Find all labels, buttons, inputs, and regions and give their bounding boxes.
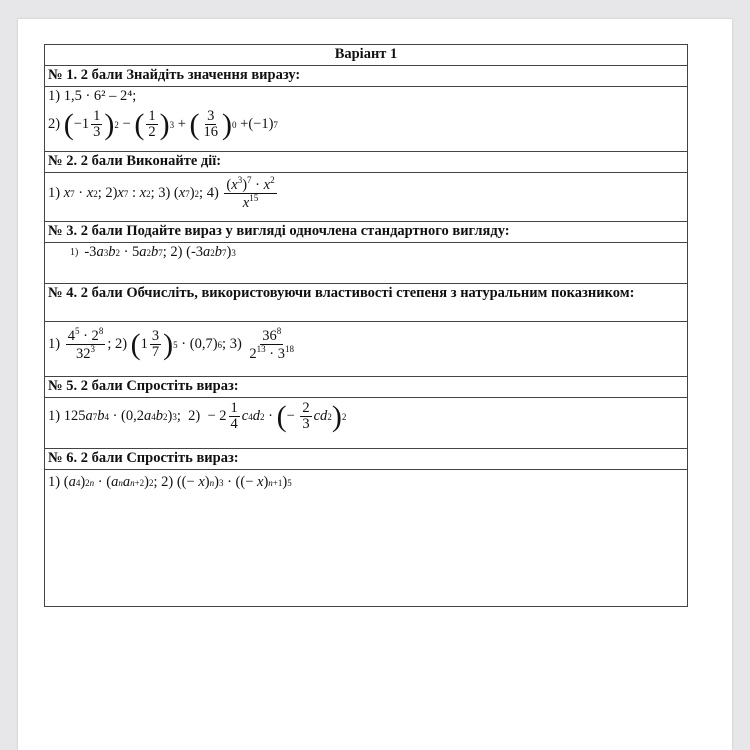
- variant-title: Варіант 1: [45, 45, 688, 66]
- task-2-title: № 2. 2 бали Виконайте дії:: [45, 152, 688, 173]
- task-1-item-1: 1) 1,5 · 6² – 2⁴;: [48, 88, 137, 104]
- worksheet-table: [44, 44, 688, 607]
- task-1-item-2: 2) ( −1 $\frac{1}{3}$ ) 2 − ( $\frac{1}{2}$ ) 3 + ( $\frac{3}{16}$ ) 0 +(−1) 7: [48, 107, 278, 141]
- task-4-title: № 4. 2 бали Обчисліть, використовуючи властивості степеня з натуральним показником:: [45, 284, 688, 322]
- task-2-content: 1) x 7 · x 2 ; 2) x 7 : x 2 ; 3) ( x 7 ) 2 ; 4) $\frac{(x^3)^7 \cdot x^2}{x^{15}}$: [45, 173, 688, 222]
- task-3-title: № 3. 2 бали Подайте вираз у вигляді одночлена стандартного вигляду:: [45, 222, 688, 243]
- task-6-title: № 6. 2 бали Спростіть вираз:: [45, 449, 688, 470]
- task-1-title: № 1. 2 бали Знайдіть значення виразу:: [45, 66, 688, 87]
- task-3-content: 1) -3 a 3 b 2 · 5 a 2 b 7 ; 2) (-3 a 2 b 7 ) 3: [45, 243, 688, 284]
- task-4-content: 1) $\frac{4^5 \cdot 2^8}{32^3}$ ; 2) ( 1 $\frac{3}{7}$ ) 5 · (0,7) 6 ; 3) $\frac{36^8}{2^{13} \cdot 3^{18}}$: [45, 322, 688, 377]
- task-6-content: 1) ( a 4 ) 2n · ( a n a n+2 ) 2 ; 2) ((− x ) n ) 3 · ((− x ) n+1 ) 5: [45, 470, 688, 607]
- worksheet-page: [18, 19, 732, 750]
- task-5-content: 1) 125 a 7 b 4 · (0,2 a 4 b 2 ) 3 ; 2) − 2 $\frac{1}{4}$ c 4 d 2 · ( − $\frac{2}{3}$ cd 2 ) 2: [45, 398, 688, 449]
- task-1-content: [45, 87, 688, 152]
- task-5-title: № 5. 2 бали Спростіть вираз:: [45, 377, 688, 398]
